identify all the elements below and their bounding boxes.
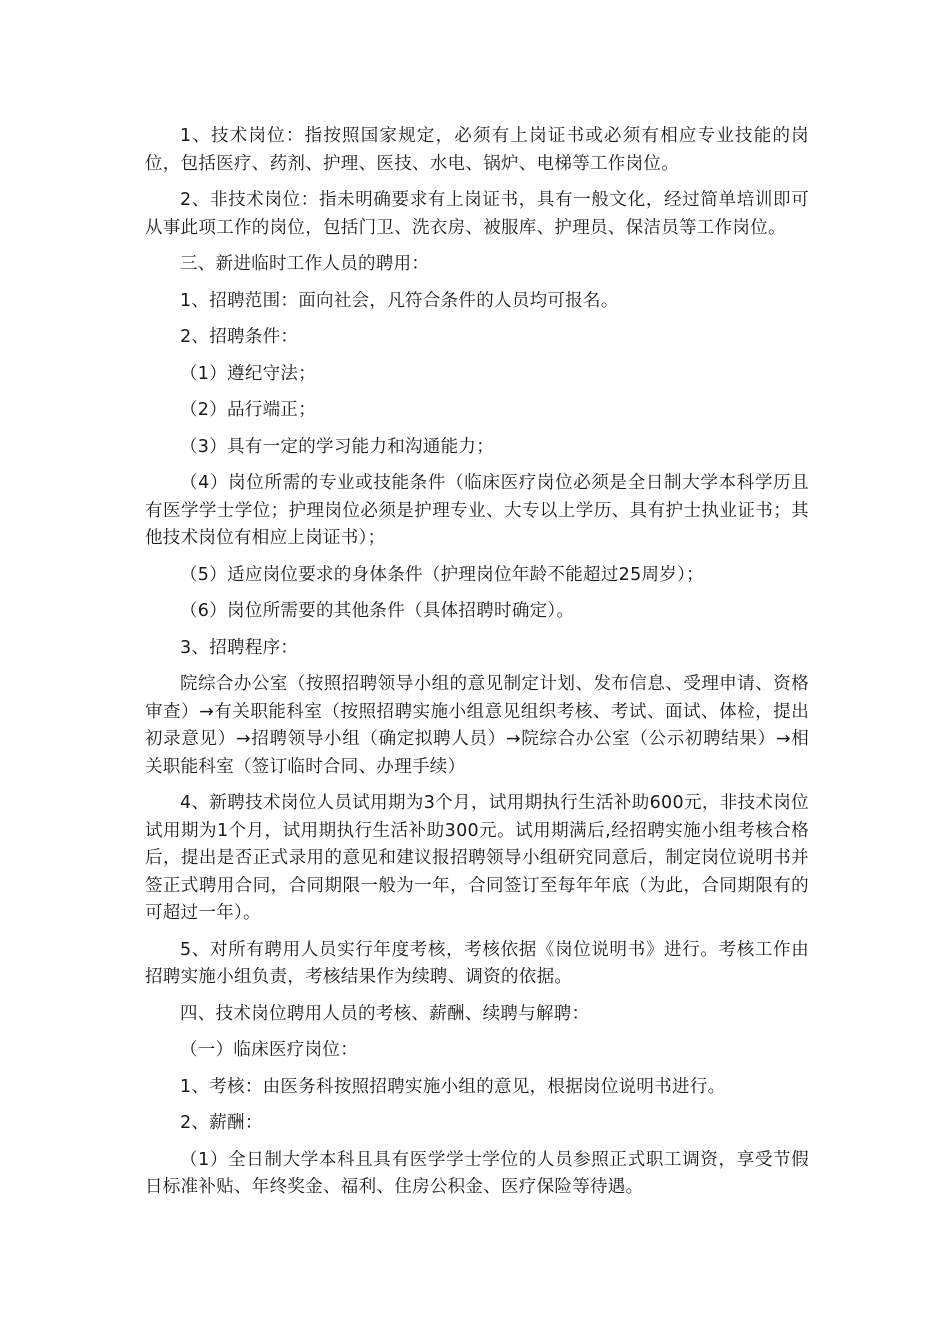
paragraph-salary: 2、薪酬： <box>180 1113 263 1133</box>
paragraph-recruit-procedure: 3、招聘程序： <box>180 637 299 658</box>
section-heading-4: 四、技术岗位聘用人员的考核、薪酬、续聘与解聘： <box>180 1003 590 1024</box>
condition-item-1: （1）遵纪守法； <box>180 363 317 384</box>
paragraph-procedure-flow: 院综合办公室（按照招聘领导小组的意见制定计划、发布信息、受理申请、资格审查）→有关职能科室（按照招聘实施小组意见组织考核、考试、面试、体检，提出初录意见）→招聘领导小组（确定拟聘人员）→院综合办公室（公示初聘结果）→相关职能科室（签订临时合同、办理手续） <box>145 674 809 777</box>
paragraph-probation: 4、新聘技术岗位人员试用期为3个月，试用期执行生活补助600元，非技术岗位试用期为1个月，试用期执行生活补助300元。试用期满后,经招聘实施小组考核合格后，提出是否正式录用的意见和建议报招聘领导小组研究同意后，制定岗位说明书并签正式聘用合同，合同期限一般为一年，合同签订至每年年底（为此，合同期限有的可超过一年）。 <box>145 793 809 923</box>
paragraph-non-tech-post: 2、非技术岗位：指未明确要求有上岗证书，具有一般文化，经过简单培训即可从事此项工作的岗位，包括门卫、洗衣房、被服库、护理员、保洁员等工作岗位。 <box>145 190 809 238</box>
document-body <box>145 123 809 1211</box>
paragraph-salary-item-1: （1）全日制大学本科且具有医学学士学位的人员参照正式职工调资，享受节假日标准补贴、年终奖金、福利、住房公积金、医疗保险等待遇。 <box>145 1149 809 1197</box>
condition-item-5: （5）适应岗位要求的身体条件（护理岗位年龄不能超过25周岁）； <box>180 564 704 585</box>
paragraph-recruit-conditions: 2、招聘条件： <box>180 327 299 347</box>
condition-item-4: （4）岗位所需的专业或技能条件（临床医疗岗位必须是全日制大学本科学历且有医学学士学位；护理岗位必须是护理专业、大专以上学历、具有护士执业证书；其他技术岗位有相应上岗证书）； <box>145 473 809 548</box>
condition-item-3: （3）具有一定的学习能力和沟通能力； <box>180 436 495 457</box>
paragraph-assessment: 1、考核：由医务科按照招聘实施小组的意见，根据岗位说明书进行。 <box>180 1076 726 1097</box>
section-heading-3: 三、新进临时工作人员的聘用： <box>180 254 430 274</box>
paragraph-recruit-scope: 1、招聘范围：面向社会，凡符合条件的人员均可报名。 <box>180 290 619 311</box>
condition-item-6: （6）岗位所需要的其他条件（具体招聘时确定）。 <box>180 601 575 621</box>
condition-item-2: （2）品行端正； <box>180 400 317 420</box>
subsection-clinical: （一）临床医疗岗位： <box>180 1040 358 1060</box>
paragraph-tech-post: 1、技术岗位：指按照国家规定，必须有上岗证书或必须有相应专业技能的岗位，包括医疗、药剂、护理、医技、水电、锅炉、电梯等工作岗位。 <box>145 126 809 174</box>
paragraph-annual-review: 5、对所有聘用人员实行年度考核，考核依据《岗位说明书》进行。考核工作由招聘实施小组负责，考核结果作为续聘、调资的依据。 <box>145 939 809 987</box>
